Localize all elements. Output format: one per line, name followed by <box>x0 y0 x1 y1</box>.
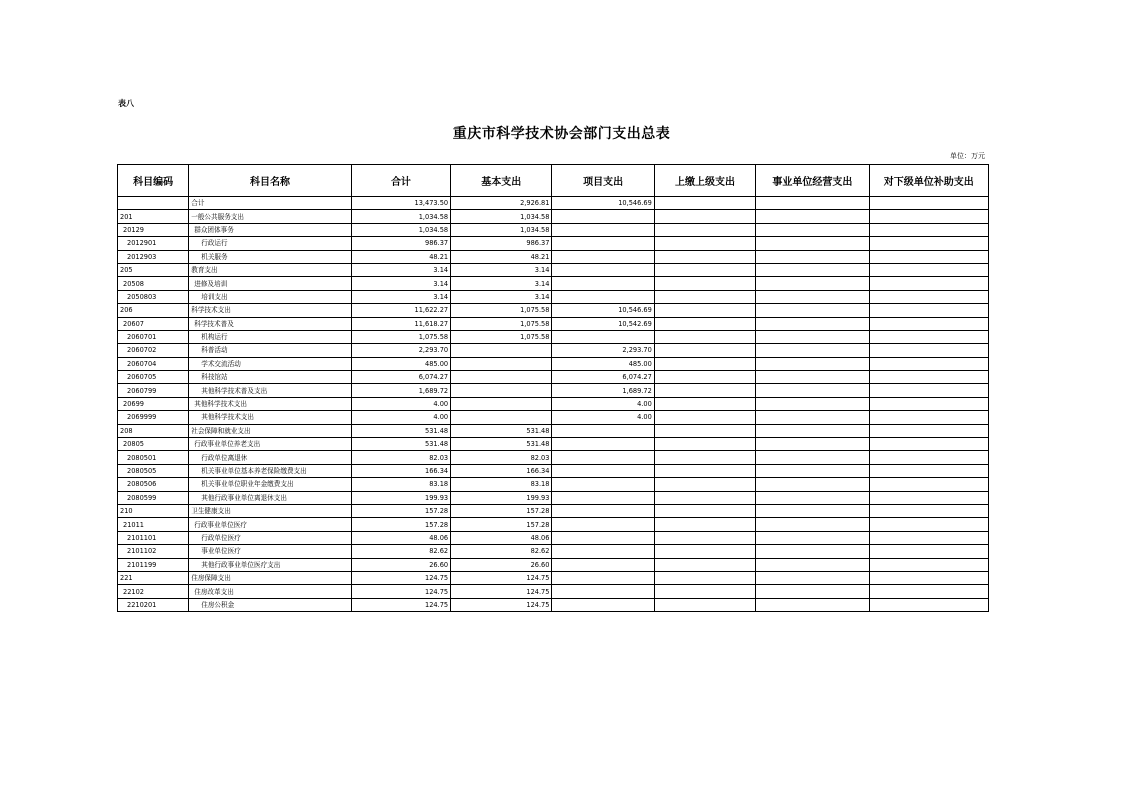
table-row <box>118 438 989 451</box>
unit-label: 单位：万元 <box>950 152 985 160</box>
cell-basic: 48.06 <box>451 531 552 544</box>
cell-business-ops <box>756 598 869 611</box>
header-project: 项目支出 <box>552 165 654 197</box>
cell-remit-upper <box>654 384 755 397</box>
cell-project <box>552 598 654 611</box>
cell-remit-upper <box>654 290 755 303</box>
cell-name: 科学技术支出 <box>189 304 352 317</box>
cell-business-ops <box>756 263 869 276</box>
cell-remit-upper <box>654 263 755 276</box>
cell-basic: 124.75 <box>451 585 552 598</box>
table-row <box>118 290 989 303</box>
cell-remit-upper <box>654 330 755 343</box>
cell-total: 11,618.27 <box>351 317 450 330</box>
cell-business-ops <box>756 491 869 504</box>
cell-remit-upper <box>654 558 755 571</box>
cell-remit-upper <box>654 438 755 451</box>
cell-name: 机关事业单位基本养老保险缴费支出 <box>189 464 352 477</box>
cell-name: 住房公积金 <box>189 598 352 611</box>
table-row <box>118 263 989 276</box>
cell-project <box>552 210 654 223</box>
cell-basic: 3.14 <box>451 277 552 290</box>
cell-project: 6,074.27 <box>552 371 654 384</box>
cell-remit-upper <box>654 210 755 223</box>
cell-basic: 986.37 <box>451 237 552 250</box>
cell-subsidy-lower <box>869 277 988 290</box>
table-row <box>118 317 989 330</box>
cell-basic <box>451 357 552 370</box>
cell-business-ops <box>756 317 869 330</box>
cell-subsidy-lower <box>869 317 988 330</box>
cell-project: 4.00 <box>552 411 654 424</box>
cell-project: 4.00 <box>552 397 654 410</box>
page-title: 重庆市科学技术协会部门支出总表 <box>452 126 671 142</box>
table-row <box>118 585 989 598</box>
cell-subsidy-lower <box>869 491 988 504</box>
cell-code: 2012903 <box>118 250 189 263</box>
cell-code: 201 <box>118 210 189 223</box>
cell-name: 合计 <box>189 197 352 210</box>
cell-subsidy-lower <box>869 531 988 544</box>
cell-remit-upper <box>654 451 755 464</box>
cell-subsidy-lower <box>869 290 988 303</box>
cell-basic: 48.21 <box>451 250 552 263</box>
cell-total: 3.14 <box>351 263 450 276</box>
cell-basic: 531.48 <box>451 438 552 451</box>
cell-basic: 82.62 <box>451 545 552 558</box>
cell-name: 科学技术普及 <box>189 317 352 330</box>
cell-business-ops <box>756 330 869 343</box>
cell-subsidy-lower <box>869 504 988 517</box>
cell-code: 20805 <box>118 438 189 451</box>
table-row <box>118 478 989 491</box>
cell-basic: 124.75 <box>451 571 552 584</box>
cell-code: 20607 <box>118 317 189 330</box>
cell-business-ops <box>756 558 869 571</box>
cell-subsidy-lower <box>869 411 988 424</box>
cell-name: 进修及培训 <box>189 277 352 290</box>
cell-total: 199.93 <box>351 491 450 504</box>
cell-business-ops <box>756 411 869 424</box>
cell-business-ops <box>756 290 869 303</box>
cell-business-ops <box>756 531 869 544</box>
cell-basic: 3.14 <box>451 263 552 276</box>
cell-business-ops <box>756 464 869 477</box>
cell-total: 48.21 <box>351 250 450 263</box>
cell-total: 124.75 <box>351 598 450 611</box>
cell-name: 其他行政事业单位医疗支出 <box>189 558 352 571</box>
cell-project <box>552 518 654 531</box>
cell-subsidy-lower <box>869 438 988 451</box>
cell-business-ops <box>756 585 869 598</box>
cell-business-ops <box>756 451 869 464</box>
cell-name: 卫生健康支出 <box>189 504 352 517</box>
cell-subsidy-lower <box>869 424 988 437</box>
cell-code: 2080501 <box>118 451 189 464</box>
cell-remit-upper <box>654 464 755 477</box>
cell-basic <box>451 344 552 357</box>
cell-total: 124.75 <box>351 585 450 598</box>
cell-name: 住房保障支出 <box>189 571 352 584</box>
cell-remit-upper <box>654 371 755 384</box>
cell-subsidy-lower <box>869 210 988 223</box>
cell-project <box>552 263 654 276</box>
cell-business-ops <box>756 223 869 236</box>
cell-remit-upper <box>654 277 755 290</box>
cell-basic: 2,926.81 <box>451 197 552 210</box>
table-row <box>118 451 989 464</box>
cell-total: 1,034.58 <box>351 223 450 236</box>
cell-remit-upper <box>654 344 755 357</box>
cell-name: 行政单位医疗 <box>189 531 352 544</box>
cell-business-ops <box>756 250 869 263</box>
cell-remit-upper <box>654 478 755 491</box>
header-remit-upper: 上缴上级支出 <box>654 165 755 197</box>
table-row <box>118 344 989 357</box>
cell-project <box>552 545 654 558</box>
cell-name: 学术交流活动 <box>189 357 352 370</box>
cell-code: 2060705 <box>118 371 189 384</box>
cell-business-ops <box>756 197 869 210</box>
cell-code: 2101199 <box>118 558 189 571</box>
cell-basic: 3.14 <box>451 290 552 303</box>
table-row <box>118 464 989 477</box>
cell-subsidy-lower <box>869 571 988 584</box>
cell-total: 13,473.50 <box>351 197 450 210</box>
cell-subsidy-lower <box>869 545 988 558</box>
cell-basic: 1,075.58 <box>451 304 552 317</box>
cell-total: 531.48 <box>351 438 450 451</box>
cell-project <box>552 464 654 477</box>
cell-name: 其他科学技术普及支出 <box>189 384 352 397</box>
cell-code: 2060704 <box>118 357 189 370</box>
cell-total: 531.48 <box>351 424 450 437</box>
cell-total: 3.14 <box>351 290 450 303</box>
cell-subsidy-lower <box>869 223 988 236</box>
cell-code: 20129 <box>118 223 189 236</box>
cell-subsidy-lower <box>869 263 988 276</box>
table-header-row <box>118 165 989 197</box>
cell-basic: 83.18 <box>451 478 552 491</box>
cell-total: 48.06 <box>351 531 450 544</box>
cell-code: 205 <box>118 263 189 276</box>
cell-project <box>552 585 654 598</box>
cell-project <box>552 424 654 437</box>
cell-code: 210 <box>118 504 189 517</box>
cell-total: 26.60 <box>351 558 450 571</box>
cell-project <box>552 504 654 517</box>
cell-business-ops <box>756 571 869 584</box>
table-body <box>118 197 989 612</box>
cell-business-ops <box>756 478 869 491</box>
cell-remit-upper <box>654 411 755 424</box>
cell-total: 986.37 <box>351 237 450 250</box>
cell-basic: 531.48 <box>451 424 552 437</box>
cell-subsidy-lower <box>869 451 988 464</box>
cell-total: 4.00 <box>351 397 450 410</box>
cell-name: 社会保障和就业支出 <box>189 424 352 437</box>
cell-business-ops <box>756 344 869 357</box>
table-row <box>118 250 989 263</box>
cell-subsidy-lower <box>869 478 988 491</box>
cell-remit-upper <box>654 518 755 531</box>
cell-total: 157.28 <box>351 504 450 517</box>
cell-subsidy-lower <box>869 304 988 317</box>
cell-remit-upper <box>654 504 755 517</box>
cell-total: 1,689.72 <box>351 384 450 397</box>
cell-project <box>552 478 654 491</box>
table-row <box>118 330 989 343</box>
cell-name: 行政事业单位养老支出 <box>189 438 352 451</box>
cell-business-ops <box>756 210 869 223</box>
cell-business-ops <box>756 277 869 290</box>
cell-name: 行政单位离退休 <box>189 451 352 464</box>
cell-business-ops <box>756 371 869 384</box>
cell-basic: 82.03 <box>451 451 552 464</box>
table-row <box>118 371 989 384</box>
cell-total: 83.18 <box>351 478 450 491</box>
cell-total: 2,293.70 <box>351 344 450 357</box>
cell-project <box>552 451 654 464</box>
cell-business-ops <box>756 504 869 517</box>
cell-name: 群众团体事务 <box>189 223 352 236</box>
cell-subsidy-lower <box>869 397 988 410</box>
cell-name: 行政运行 <box>189 237 352 250</box>
cell-remit-upper <box>654 491 755 504</box>
cell-basic <box>451 384 552 397</box>
cell-code: 20699 <box>118 397 189 410</box>
cell-name: 培训支出 <box>189 290 352 303</box>
cell-project <box>552 571 654 584</box>
cell-total: 6,074.27 <box>351 371 450 384</box>
table-row <box>118 424 989 437</box>
cell-basic <box>451 397 552 410</box>
cell-basic <box>451 371 552 384</box>
table-row <box>118 598 989 611</box>
cell-business-ops <box>756 397 869 410</box>
cell-business-ops <box>756 237 869 250</box>
table-row <box>118 210 989 223</box>
cell-project <box>552 277 654 290</box>
cell-code: 2060702 <box>118 344 189 357</box>
cell-subsidy-lower <box>869 464 988 477</box>
cell-project: 1,689.72 <box>552 384 654 397</box>
cell-subsidy-lower <box>869 330 988 343</box>
cell-project: 10,542.69 <box>552 317 654 330</box>
cell-business-ops <box>756 438 869 451</box>
cell-code: 2101102 <box>118 545 189 558</box>
cell-code: 206 <box>118 304 189 317</box>
cell-code: 2210201 <box>118 598 189 611</box>
table-row <box>118 504 989 517</box>
cell-remit-upper <box>654 304 755 317</box>
cell-name: 科普活动 <box>189 344 352 357</box>
cell-code: 2012901 <box>118 237 189 250</box>
cell-name: 行政事业单位医疗 <box>189 518 352 531</box>
cell-remit-upper <box>654 317 755 330</box>
table-row <box>118 558 989 571</box>
cell-subsidy-lower <box>869 518 988 531</box>
cell-code: 2060799 <box>118 384 189 397</box>
cell-code: 2060701 <box>118 330 189 343</box>
cell-basic: 157.28 <box>451 504 552 517</box>
cell-total: 4.00 <box>351 411 450 424</box>
table-row <box>118 518 989 531</box>
cell-basic: 1,075.58 <box>451 317 552 330</box>
cell-total: 11,622.27 <box>351 304 450 317</box>
cell-basic <box>451 411 552 424</box>
cell-remit-upper <box>654 223 755 236</box>
cell-remit-upper <box>654 397 755 410</box>
cell-business-ops <box>756 518 869 531</box>
cell-business-ops <box>756 424 869 437</box>
cell-subsidy-lower <box>869 250 988 263</box>
cell-project <box>552 438 654 451</box>
cell-subsidy-lower <box>869 384 988 397</box>
table-row <box>118 411 989 424</box>
cell-basic: 1,034.58 <box>451 210 552 223</box>
cell-subsidy-lower <box>869 197 988 210</box>
cell-code: 2080505 <box>118 464 189 477</box>
cell-project <box>552 250 654 263</box>
cell-project <box>552 290 654 303</box>
cell-project <box>552 330 654 343</box>
cell-total: 166.34 <box>351 464 450 477</box>
cell-remit-upper <box>654 197 755 210</box>
cell-total: 3.14 <box>351 277 450 290</box>
cell-remit-upper <box>654 571 755 584</box>
header-basic: 基本支出 <box>451 165 552 197</box>
table-row <box>118 545 989 558</box>
table-row <box>118 223 989 236</box>
cell-project <box>552 237 654 250</box>
cell-project: 10,546.69 <box>552 304 654 317</box>
table-row <box>118 397 989 410</box>
cell-basic: 124.75 <box>451 598 552 611</box>
header-subsidy-lower: 对下级单位补助支出 <box>869 165 988 197</box>
table-row <box>118 357 989 370</box>
cell-subsidy-lower <box>869 598 988 611</box>
cell-subsidy-lower <box>869 237 988 250</box>
cell-total: 1,075.58 <box>351 330 450 343</box>
cell-code: 2069999 <box>118 411 189 424</box>
cell-code: 21011 <box>118 518 189 531</box>
cell-code <box>118 197 189 210</box>
table-row <box>118 531 989 544</box>
cell-remit-upper <box>654 237 755 250</box>
cell-remit-upper <box>654 598 755 611</box>
cell-remit-upper <box>654 531 755 544</box>
cell-name: 机构运行 <box>189 330 352 343</box>
cell-project: 485.00 <box>552 357 654 370</box>
cell-code: 2050803 <box>118 290 189 303</box>
cell-remit-upper <box>654 357 755 370</box>
table-row <box>118 237 989 250</box>
expenditure-table <box>117 164 989 612</box>
cell-subsidy-lower <box>869 344 988 357</box>
cell-remit-upper <box>654 585 755 598</box>
cell-business-ops <box>756 304 869 317</box>
cell-remit-upper <box>654 250 755 263</box>
cell-business-ops <box>756 357 869 370</box>
cell-basic: 1,075.58 <box>451 330 552 343</box>
cell-business-ops <box>756 384 869 397</box>
cell-name: 其他科学技术支出 <box>189 397 352 410</box>
header-total: 合计 <box>351 165 450 197</box>
cell-project: 10,546.69 <box>552 197 654 210</box>
table-row <box>118 384 989 397</box>
cell-business-ops <box>756 545 869 558</box>
cell-code: 20508 <box>118 277 189 290</box>
cell-code: 2101101 <box>118 531 189 544</box>
cell-project: 2,293.70 <box>552 344 654 357</box>
cell-basic: 166.34 <box>451 464 552 477</box>
cell-name: 教育支出 <box>189 263 352 276</box>
header-business-ops: 事业单位经营支出 <box>756 165 869 197</box>
cell-subsidy-lower <box>869 585 988 598</box>
cell-total: 485.00 <box>351 357 450 370</box>
table-row <box>118 491 989 504</box>
cell-code: 2080506 <box>118 478 189 491</box>
cell-name: 其他行政事业单位离退休支出 <box>189 491 352 504</box>
cell-name: 住房改革支出 <box>189 585 352 598</box>
cell-basic: 199.93 <box>451 491 552 504</box>
cell-subsidy-lower <box>869 558 988 571</box>
cell-project <box>552 491 654 504</box>
cell-name: 事业单位医疗 <box>189 545 352 558</box>
header-code: 科目编码 <box>118 165 189 197</box>
cell-code: 221 <box>118 571 189 584</box>
cell-code: 2080599 <box>118 491 189 504</box>
cell-code: 208 <box>118 424 189 437</box>
cell-project <box>552 223 654 236</box>
table-row <box>118 304 989 317</box>
cell-total: 1,034.58 <box>351 210 450 223</box>
cell-project <box>552 531 654 544</box>
table-row <box>118 571 989 584</box>
cell-total: 82.62 <box>351 545 450 558</box>
header-name: 科目名称 <box>189 165 352 197</box>
cell-name: 其他科学技术支出 <box>189 411 352 424</box>
cell-total: 124.75 <box>351 571 450 584</box>
cell-subsidy-lower <box>869 357 988 370</box>
cell-name: 机关服务 <box>189 250 352 263</box>
cell-basic: 1,034.58 <box>451 223 552 236</box>
cell-project <box>552 558 654 571</box>
table-number-label: 表八 <box>118 99 134 108</box>
cell-basic: 157.28 <box>451 518 552 531</box>
table-row <box>118 277 989 290</box>
table-row <box>118 197 989 210</box>
cell-total: 157.28 <box>351 518 450 531</box>
cell-code: 22102 <box>118 585 189 598</box>
cell-name: 科技馆站 <box>189 371 352 384</box>
cell-subsidy-lower <box>869 371 988 384</box>
cell-total: 82.03 <box>351 451 450 464</box>
cell-remit-upper <box>654 545 755 558</box>
cell-remit-upper <box>654 424 755 437</box>
cell-basic: 26.60 <box>451 558 552 571</box>
cell-name: 一般公共服务支出 <box>189 210 352 223</box>
cell-name: 机关事业单位职业年金缴费支出 <box>189 478 352 491</box>
